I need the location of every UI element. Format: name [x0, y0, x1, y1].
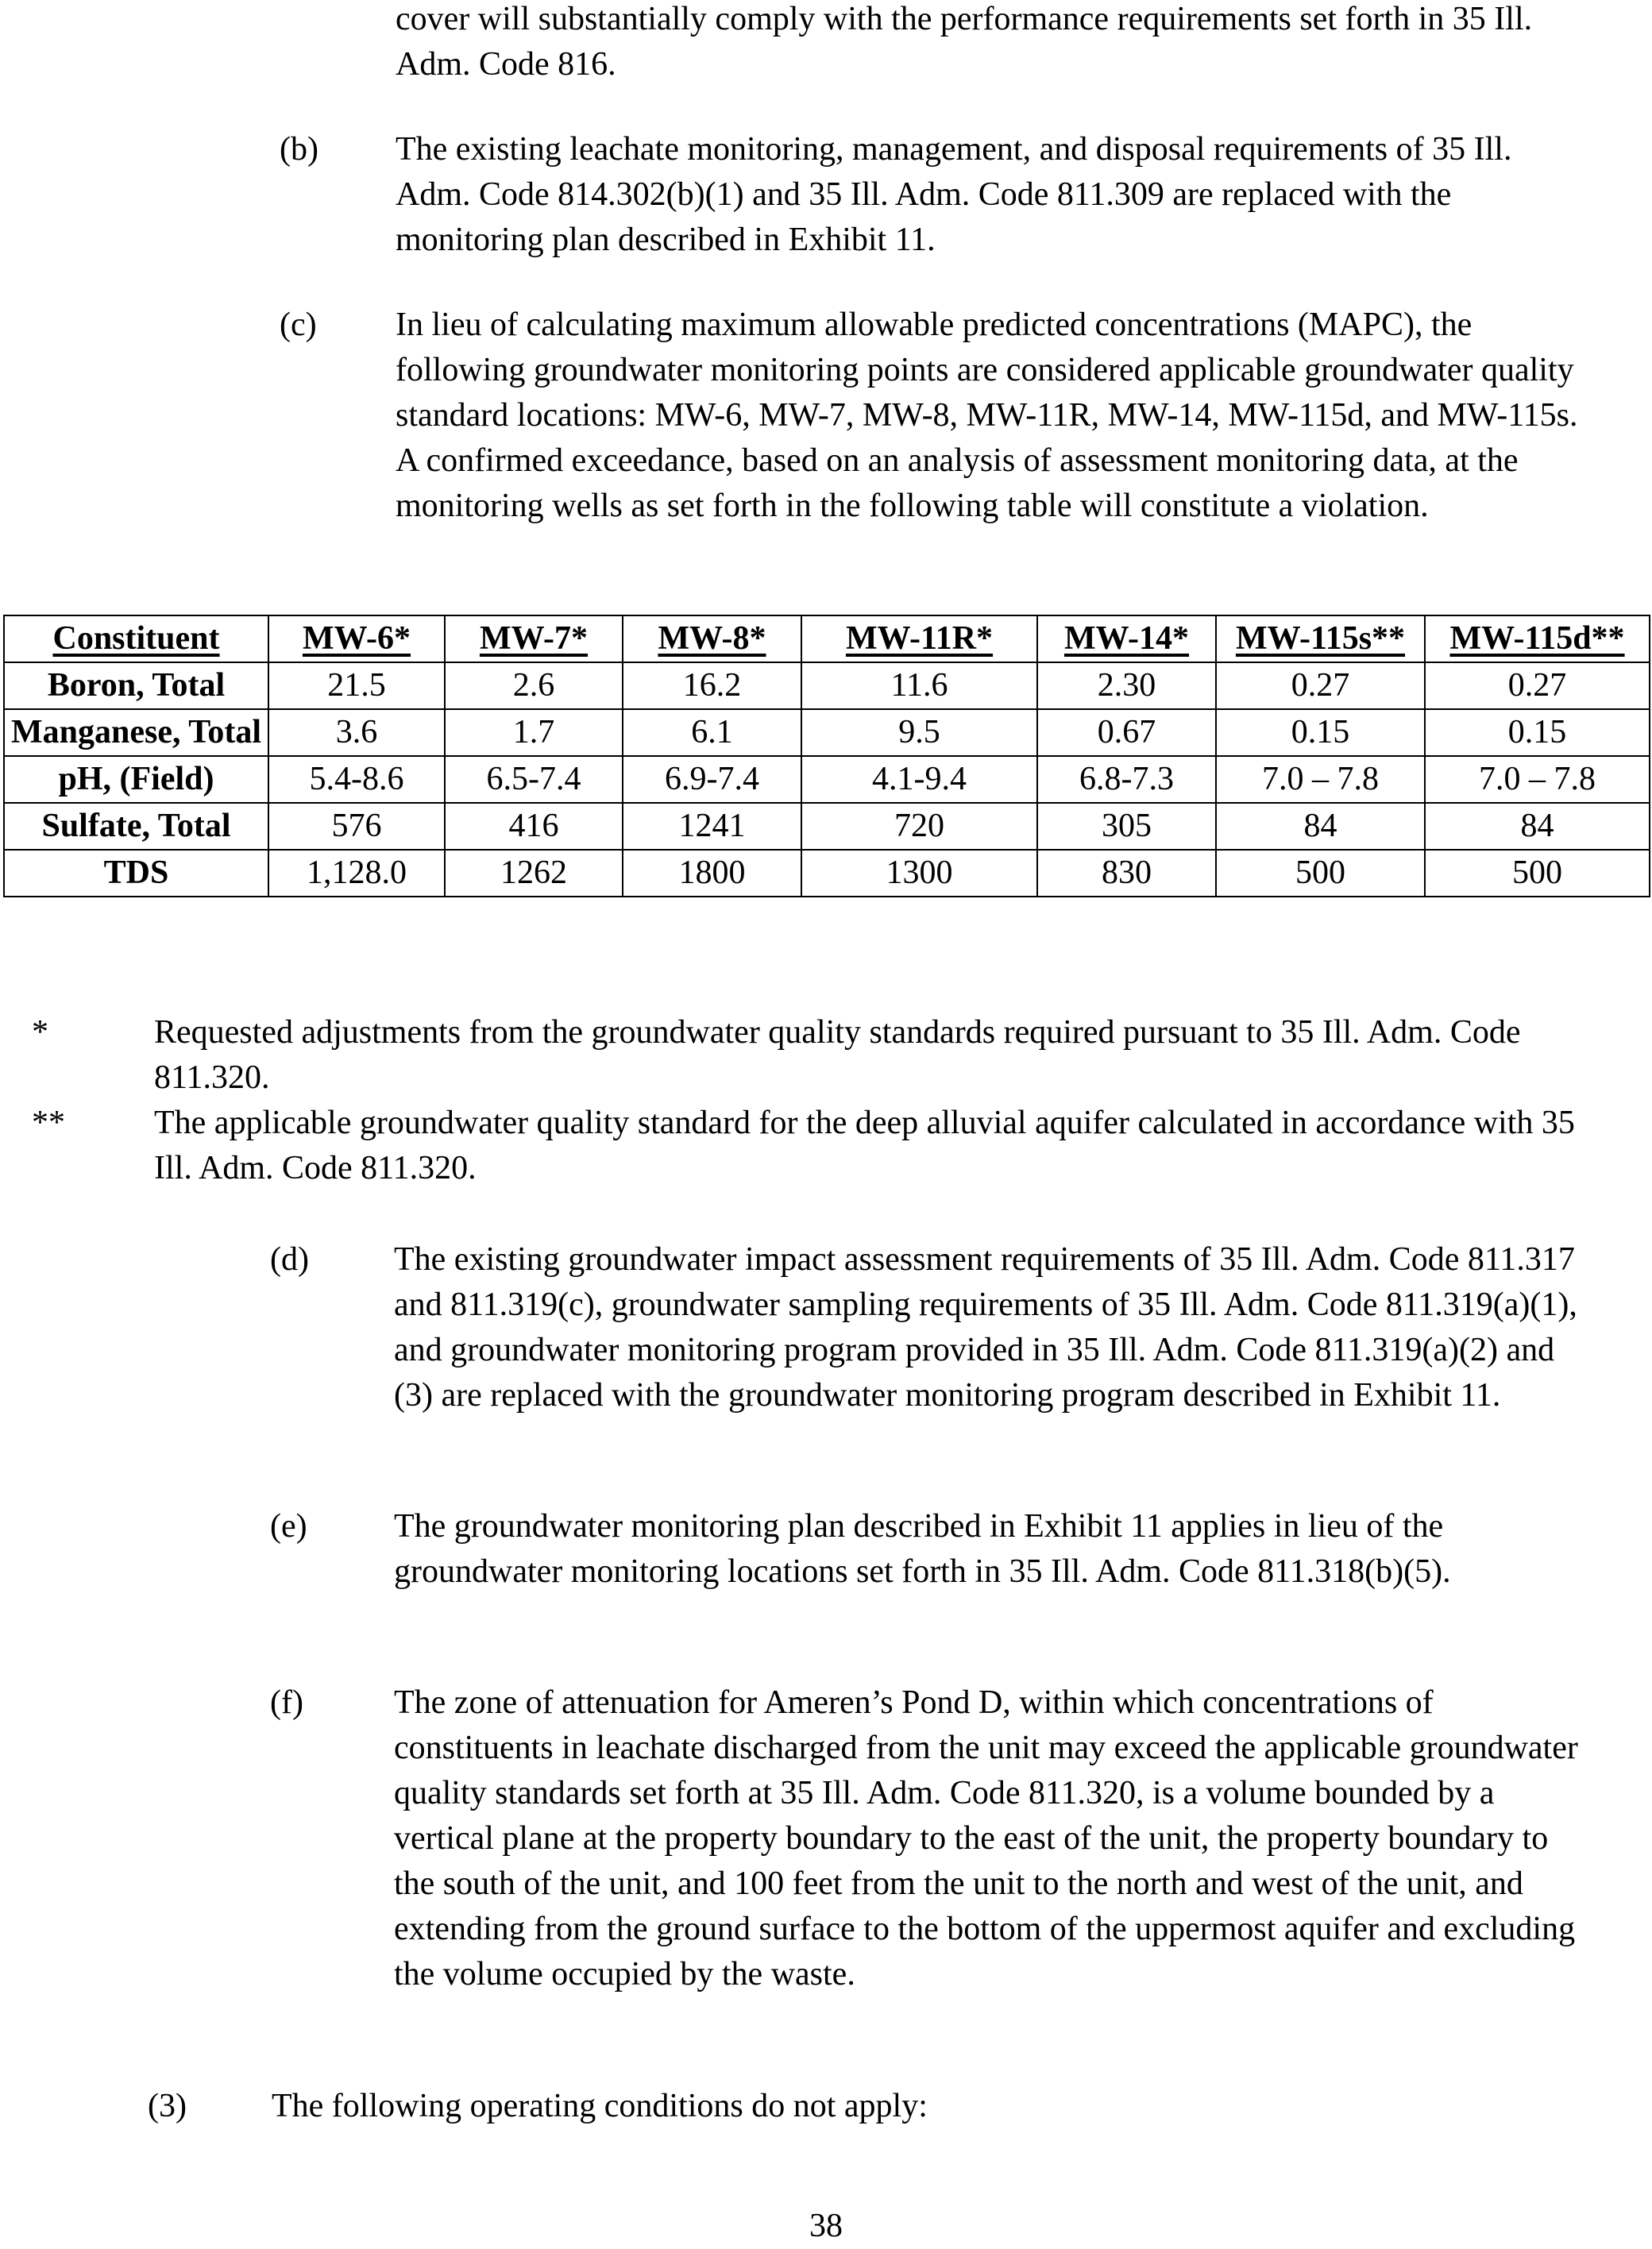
table-cell: 500	[1216, 850, 1425, 897]
table-cell: 720	[801, 803, 1037, 850]
table-header-row	[4, 615, 1650, 662]
footnote-text: The applicable groundwater quality standard for the deep alluvial aquifer calculated in accordance with 35 Ill. Adm. Code 811.320.	[154, 1105, 1575, 1186]
item-label: (f)	[270, 1684, 303, 1721]
row-header: Manganese, Total	[4, 709, 268, 756]
column-header: MW-115d**	[1425, 615, 1650, 662]
item-text: The following operating conditions do not apply:	[272, 2088, 928, 2124]
table-cell: 9.5	[801, 709, 1037, 756]
table-cell: 6.8-7.3	[1037, 756, 1216, 803]
item-label: (3)	[148, 2088, 187, 2124]
column-header: MW-8*	[623, 615, 801, 662]
footnote-text: Requested adjustments from the groundwater quality standards required pursuant to 35 Ill. Adm. Code 811.320.	[154, 1014, 1521, 1096]
table-cell: 0.15	[1425, 709, 1650, 756]
table-cell: 5.4-8.6	[268, 756, 445, 803]
table-cell: 1241	[623, 803, 801, 850]
table-cell: 2.6	[445, 662, 623, 709]
table-cell: 500	[1425, 850, 1650, 897]
item-text: The zone of attenuation for Ameren’s Pond D, within which concentrations of constituents in leachate discharged from the unit may exceed the applicable groundwater quality standards set forth at 35 Ill. Adm. Code 811.320, is a volume bounded by a vertical plane at the property boundary to the east of the unit, the property boundary to the south of the unit, and 100 feet from the unit to the north and west of the unit, and extending from the ground surface to the bottom of the uppermost aquifer and excluding the volume occupied by the waste.	[394, 1684, 1578, 1992]
table-row	[4, 803, 1650, 850]
column-header: MW-6*	[268, 615, 445, 662]
table-cell: 6.5-7.4	[445, 756, 623, 803]
row-header: TDS	[4, 850, 268, 897]
item-label: (b)	[280, 131, 318, 168]
table-cell: 6.9-7.4	[623, 756, 801, 803]
table-cell: 1,128.0	[268, 850, 445, 897]
table-cell: 3.6	[268, 709, 445, 756]
row-header: Sulfate, Total	[4, 803, 268, 850]
row-header: Boron, Total	[4, 662, 268, 709]
table-cell: 11.6	[801, 662, 1037, 709]
table-cell: 2.30	[1037, 662, 1216, 709]
table-cell: 4.1-9.4	[801, 756, 1037, 803]
item-label: (d)	[270, 1241, 309, 1278]
table-cell: 0.27	[1425, 662, 1650, 709]
table-cell: 16.2	[623, 662, 801, 709]
groundwater-standards-table	[3, 615, 1650, 897]
table-row	[4, 662, 1650, 709]
table-cell: 7.0 – 7.8	[1425, 756, 1650, 803]
table-cell: 576	[268, 803, 445, 850]
page-number: 38	[809, 2208, 843, 2244]
column-header: Constituent	[4, 615, 268, 662]
footnote-marker: *	[32, 1014, 48, 1051]
table-cell: 416	[445, 803, 623, 850]
item-text: In lieu of calculating maximum allowable predicted concentrations (MAPC), the following groundwater monitoring points are considered applicable groundwater quality standard locations: MW-6, MW-7, MW-8, MW-11R, MW-14, MW-115d, and MW-115s. A confirmed exceedance, based on an analysis of assessment monitoring data, at the monitoring wells as set forth in the following table will constitute a violation.	[396, 307, 1578, 524]
item-text: The existing leachate monitoring, management, and disposal requirements of 35 Ill. Adm. Code 814.302(b)(1) and 35 Ill. Adm. Code 811.309 are replaced with the monitoring plan described in Exhibit 11.	[396, 131, 1512, 258]
table-cell: 84	[1425, 803, 1650, 850]
row-header: pH, (Field)	[4, 756, 268, 803]
column-header: MW-11R*	[801, 615, 1037, 662]
footnote-marker: **	[32, 1105, 65, 1141]
table-cell: 0.67	[1037, 709, 1216, 756]
table-cell: 1262	[445, 850, 623, 897]
table-row	[4, 756, 1650, 803]
table-row	[4, 850, 1650, 897]
table-cell: 6.1	[623, 709, 801, 756]
table-cell: 1.7	[445, 709, 623, 756]
column-header: MW-14*	[1037, 615, 1216, 662]
item-text: The existing groundwater impact assessment requirements of 35 Ill. Adm. Code 811.317 and 811.319(c), groundwater sampling requirements of 35 Ill. Adm. Code 811.319(a)(1), and groundwater monitoring program provided in 35 Ill. Adm. Code 811.319(a)(2) and (3) are replaced with the groundwater monitoring program described in Exhibit 11.	[394, 1241, 1577, 1414]
table-cell: 1800	[623, 850, 801, 897]
item-label: (e)	[270, 1508, 307, 1545]
table-cell: 21.5	[268, 662, 445, 709]
table-cell: 7.0 – 7.8	[1216, 756, 1425, 803]
table-cell: 830	[1037, 850, 1216, 897]
table-cell: 0.15	[1216, 709, 1425, 756]
intro-paragraph: cover will substantially comply with the performance requirements set forth in 35 Ill. Adm. Code 816.	[396, 1, 1533, 83]
table-row	[4, 709, 1650, 756]
table-cell: 1300	[801, 850, 1037, 897]
item-text: The groundwater monitoring plan described in Exhibit 11 applies in lieu of the groundwater monitoring locations set forth in 35 Ill. Adm. Code 811.318(b)(5).	[394, 1508, 1451, 1590]
item-label: (c)	[280, 307, 317, 343]
table-cell: 84	[1216, 803, 1425, 850]
table-cell: 305	[1037, 803, 1216, 850]
column-header: MW-7*	[445, 615, 623, 662]
table-cell: 0.27	[1216, 662, 1425, 709]
column-header: MW-115s**	[1216, 615, 1425, 662]
